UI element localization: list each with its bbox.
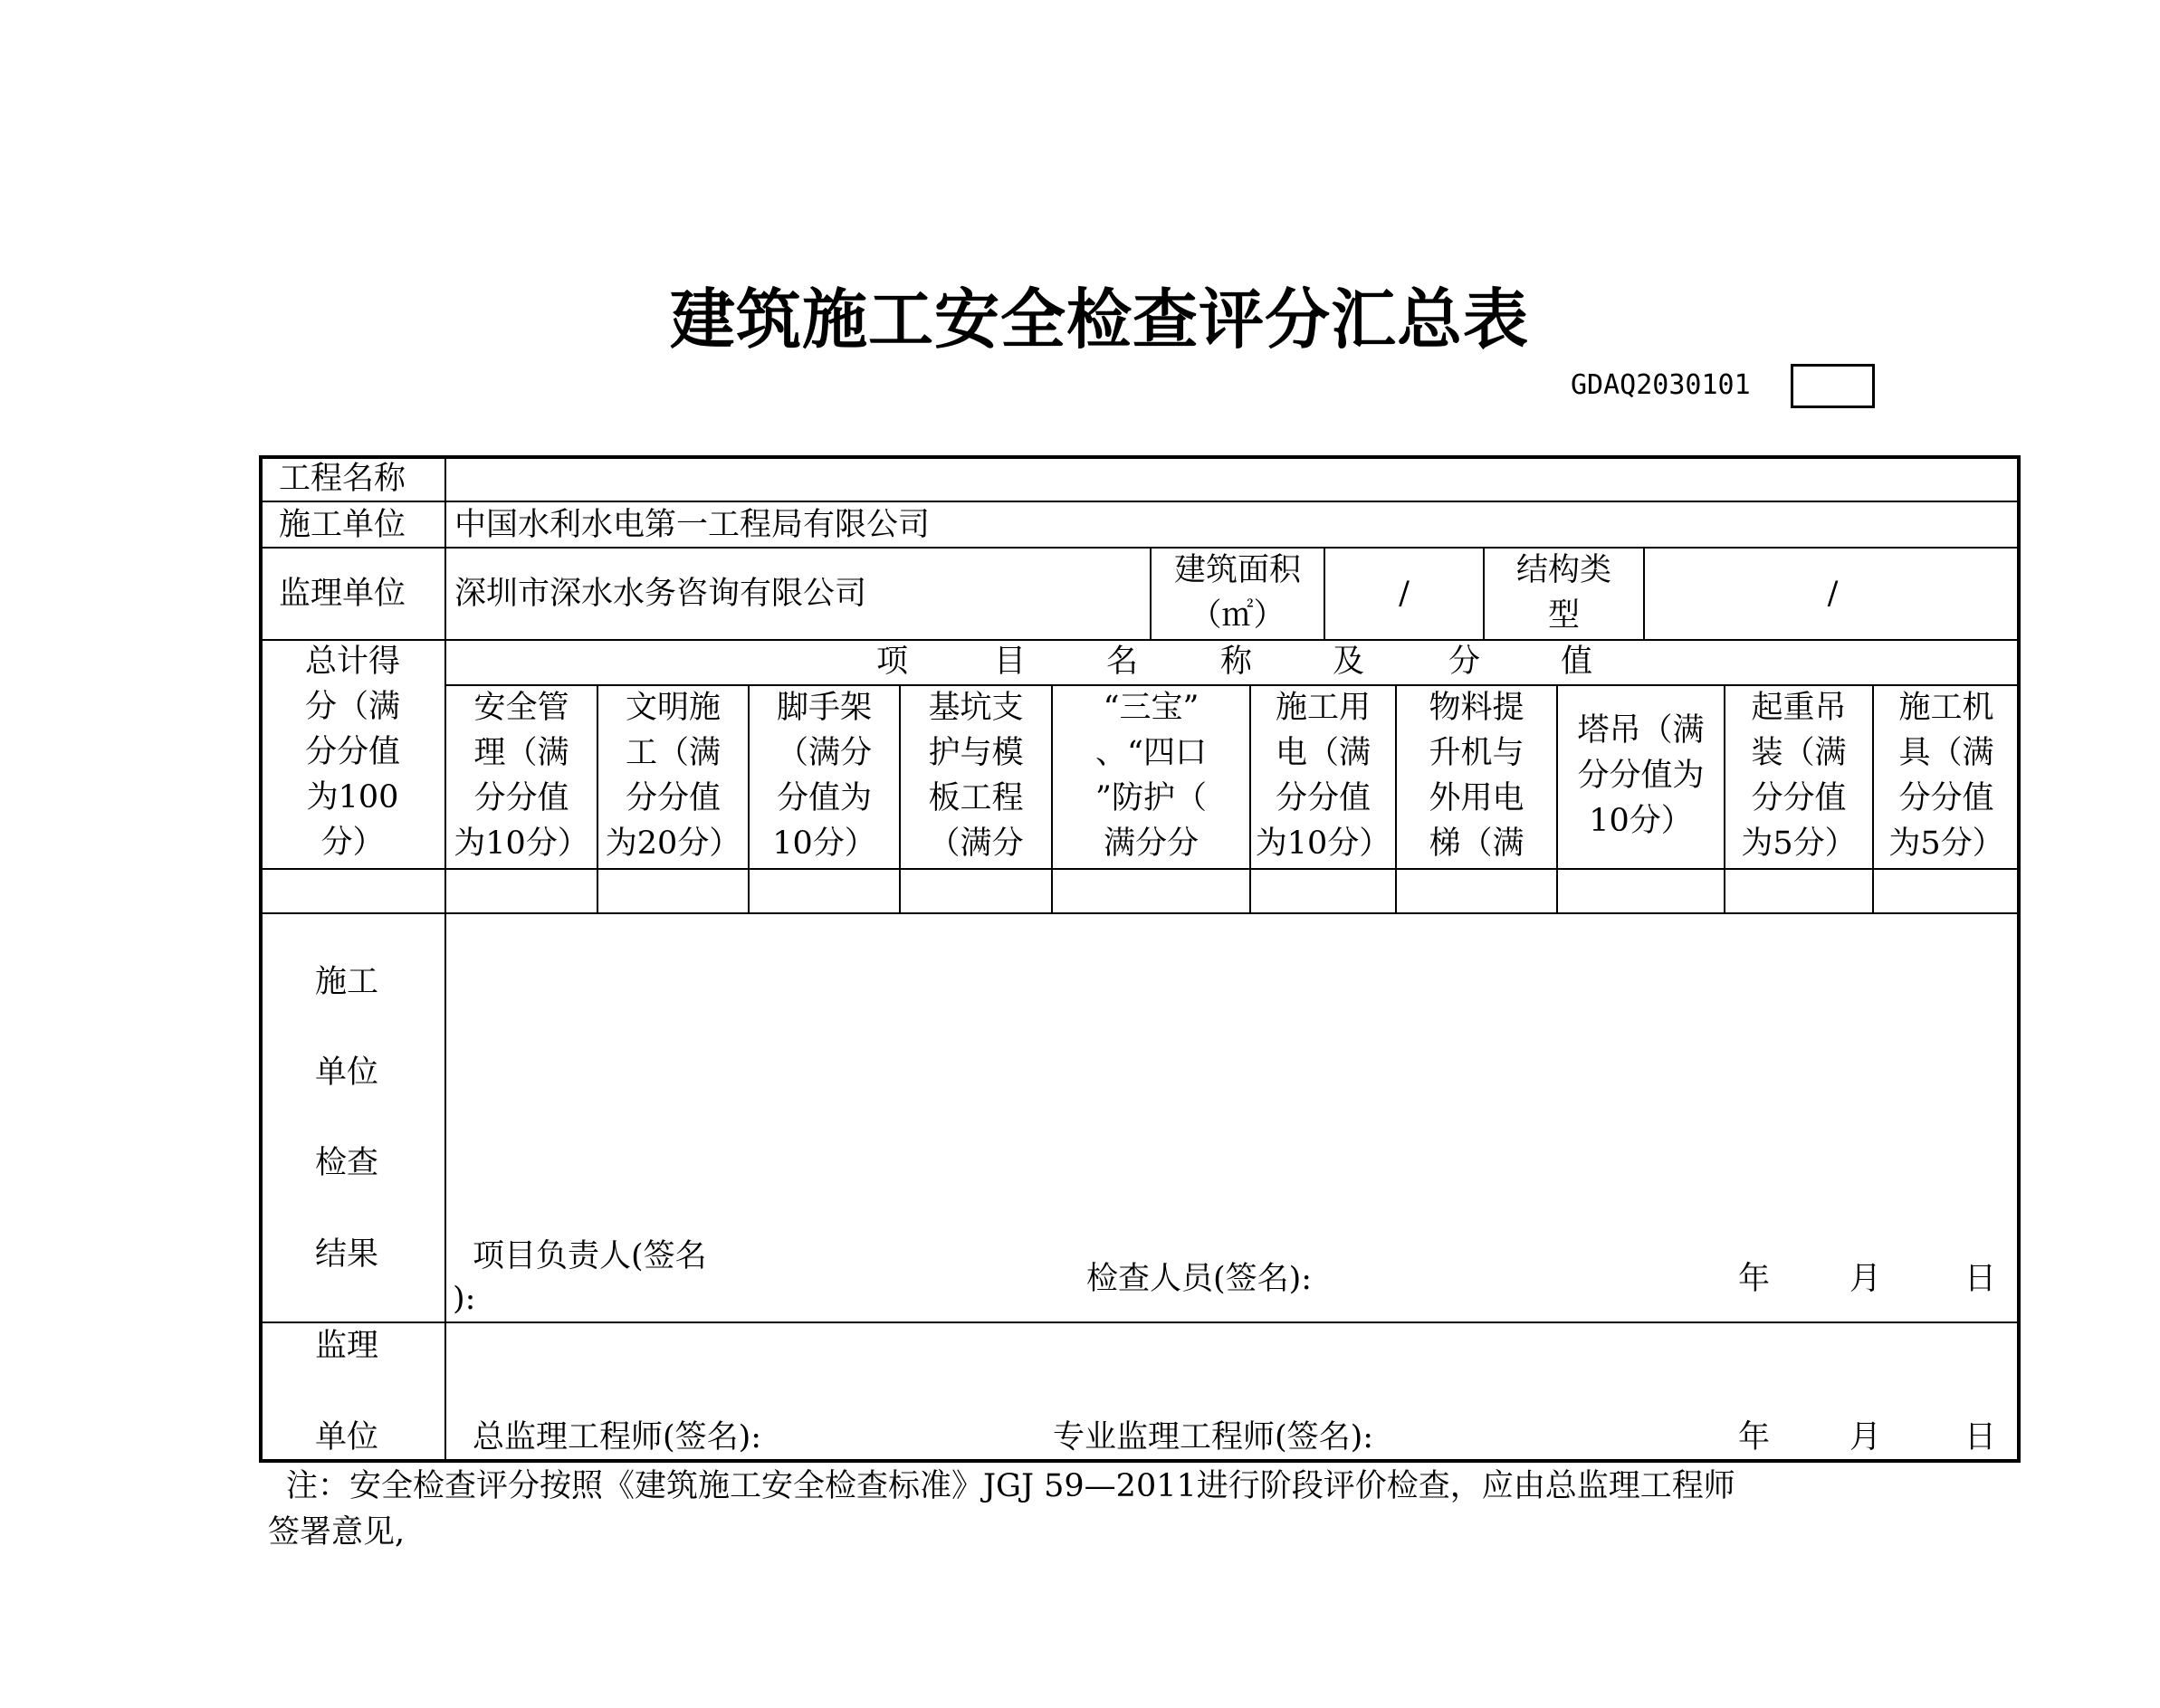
page-title: 建筑施工安全检查评分汇总表: [670, 281, 1530, 358]
category-material-hoist: 物料提 升机与 外用电 梯（满: [1429, 690, 1524, 862]
form-code: GDAQ2030101: [1571, 369, 1751, 401]
category-safety-management: 安全管 理（满 分分值 为10分）: [454, 690, 589, 862]
footnote-continued: 签署意见,: [268, 1514, 406, 1551]
items-header-char: 项: [876, 644, 909, 680]
date-year: 年: [1738, 1261, 1771, 1297]
items-header-char: 及: [1333, 644, 1365, 680]
contractor-label: 施工单位: [279, 507, 406, 543]
contractor-field[interactable]: 中国水利水电第一工程局有限公司: [454, 507, 931, 543]
area-label: 建筑面积 （㎡）: [1173, 552, 1301, 634]
date-year: 年: [1738, 1419, 1771, 1455]
category-construction-machinery: 施工机 具（满 分分值 为5分）: [1888, 690, 2004, 862]
contractor-check-label: 结果: [315, 1236, 379, 1273]
date-day: 日: [1964, 1419, 1997, 1455]
project-manager-signature[interactable]: 项目负责人(签名: [473, 1238, 707, 1274]
total-score-label: 总计得 分（满 分分值 为100 分）: [304, 644, 400, 861]
supervisor-check-label: 监理: [315, 1328, 379, 1364]
supervisor-label: 监理单位: [279, 576, 406, 612]
grid-line: [259, 1322, 2021, 1323]
items-header-char: 称: [1220, 644, 1253, 680]
chief-supervisor-signature[interactable]: 总监理工程师(签名):: [473, 1419, 762, 1455]
supervisor-check-label: 单位: [315, 1419, 379, 1455]
items-header-char: 名: [1106, 644, 1139, 680]
structure-type-field[interactable]: /: [1827, 576, 1839, 612]
category-construction-electricity: 施工用 电（满 分分值 为10分）: [1255, 690, 1391, 862]
contractor-check-label: 检查: [315, 1145, 379, 1181]
category-civilized-construction: 文明施 工（满 分分值 为20分）: [605, 690, 741, 862]
date-month: 月: [1849, 1261, 1882, 1297]
grid-line: [259, 868, 2021, 870]
grid-line: [259, 912, 2021, 914]
category-foundation-pit: 基坑支 护与模 板工程 （满分: [928, 690, 1024, 862]
specialist-supervisor-signature[interactable]: 专业监理工程师(签名):: [1053, 1419, 1374, 1455]
items-header-char: 分: [1448, 644, 1481, 680]
footnote: 注：安全检查评分按照《建筑施工安全检查标准》JGJ 59—2011进行阶段评价检查，应由总监理工程师: [286, 1468, 1735, 1504]
contractor-check-label: 单位: [315, 1054, 379, 1091]
area-field[interactable]: /: [1399, 576, 1410, 612]
structure-type-label: 结构类 型: [1515, 552, 1611, 634]
contractor-check-label: 施工: [315, 964, 379, 1000]
form-number-box[interactable]: [1791, 364, 1875, 408]
grid-line: [259, 639, 2021, 641]
project-manager-signature-colon: ):: [453, 1281, 476, 1317]
items-header-char: 值: [1561, 644, 1593, 680]
category-tower-crane: 塔吊（满 分分值为 10分）: [1577, 712, 1705, 839]
category-lifting: 起重吊 装（满 分分值 为5分）: [1741, 690, 1857, 862]
inspector-signature[interactable]: 检查人员(签名):: [1086, 1261, 1313, 1297]
category-three-treasures: “三宝” 、“四口 ”防护（ 满分分: [1095, 690, 1207, 862]
date-month: 月: [1849, 1419, 1882, 1455]
date-day: 日: [1964, 1261, 1997, 1297]
project-name-label: 工程名称: [279, 461, 406, 497]
supervisor-field[interactable]: 深圳市深水水务咨询有限公司: [454, 576, 867, 612]
category-scaffolding: 脚手架 （满分 分值为 10分）: [772, 690, 876, 862]
items-header-char: 目: [994, 644, 1027, 680]
grid-line: [444, 455, 446, 1463]
